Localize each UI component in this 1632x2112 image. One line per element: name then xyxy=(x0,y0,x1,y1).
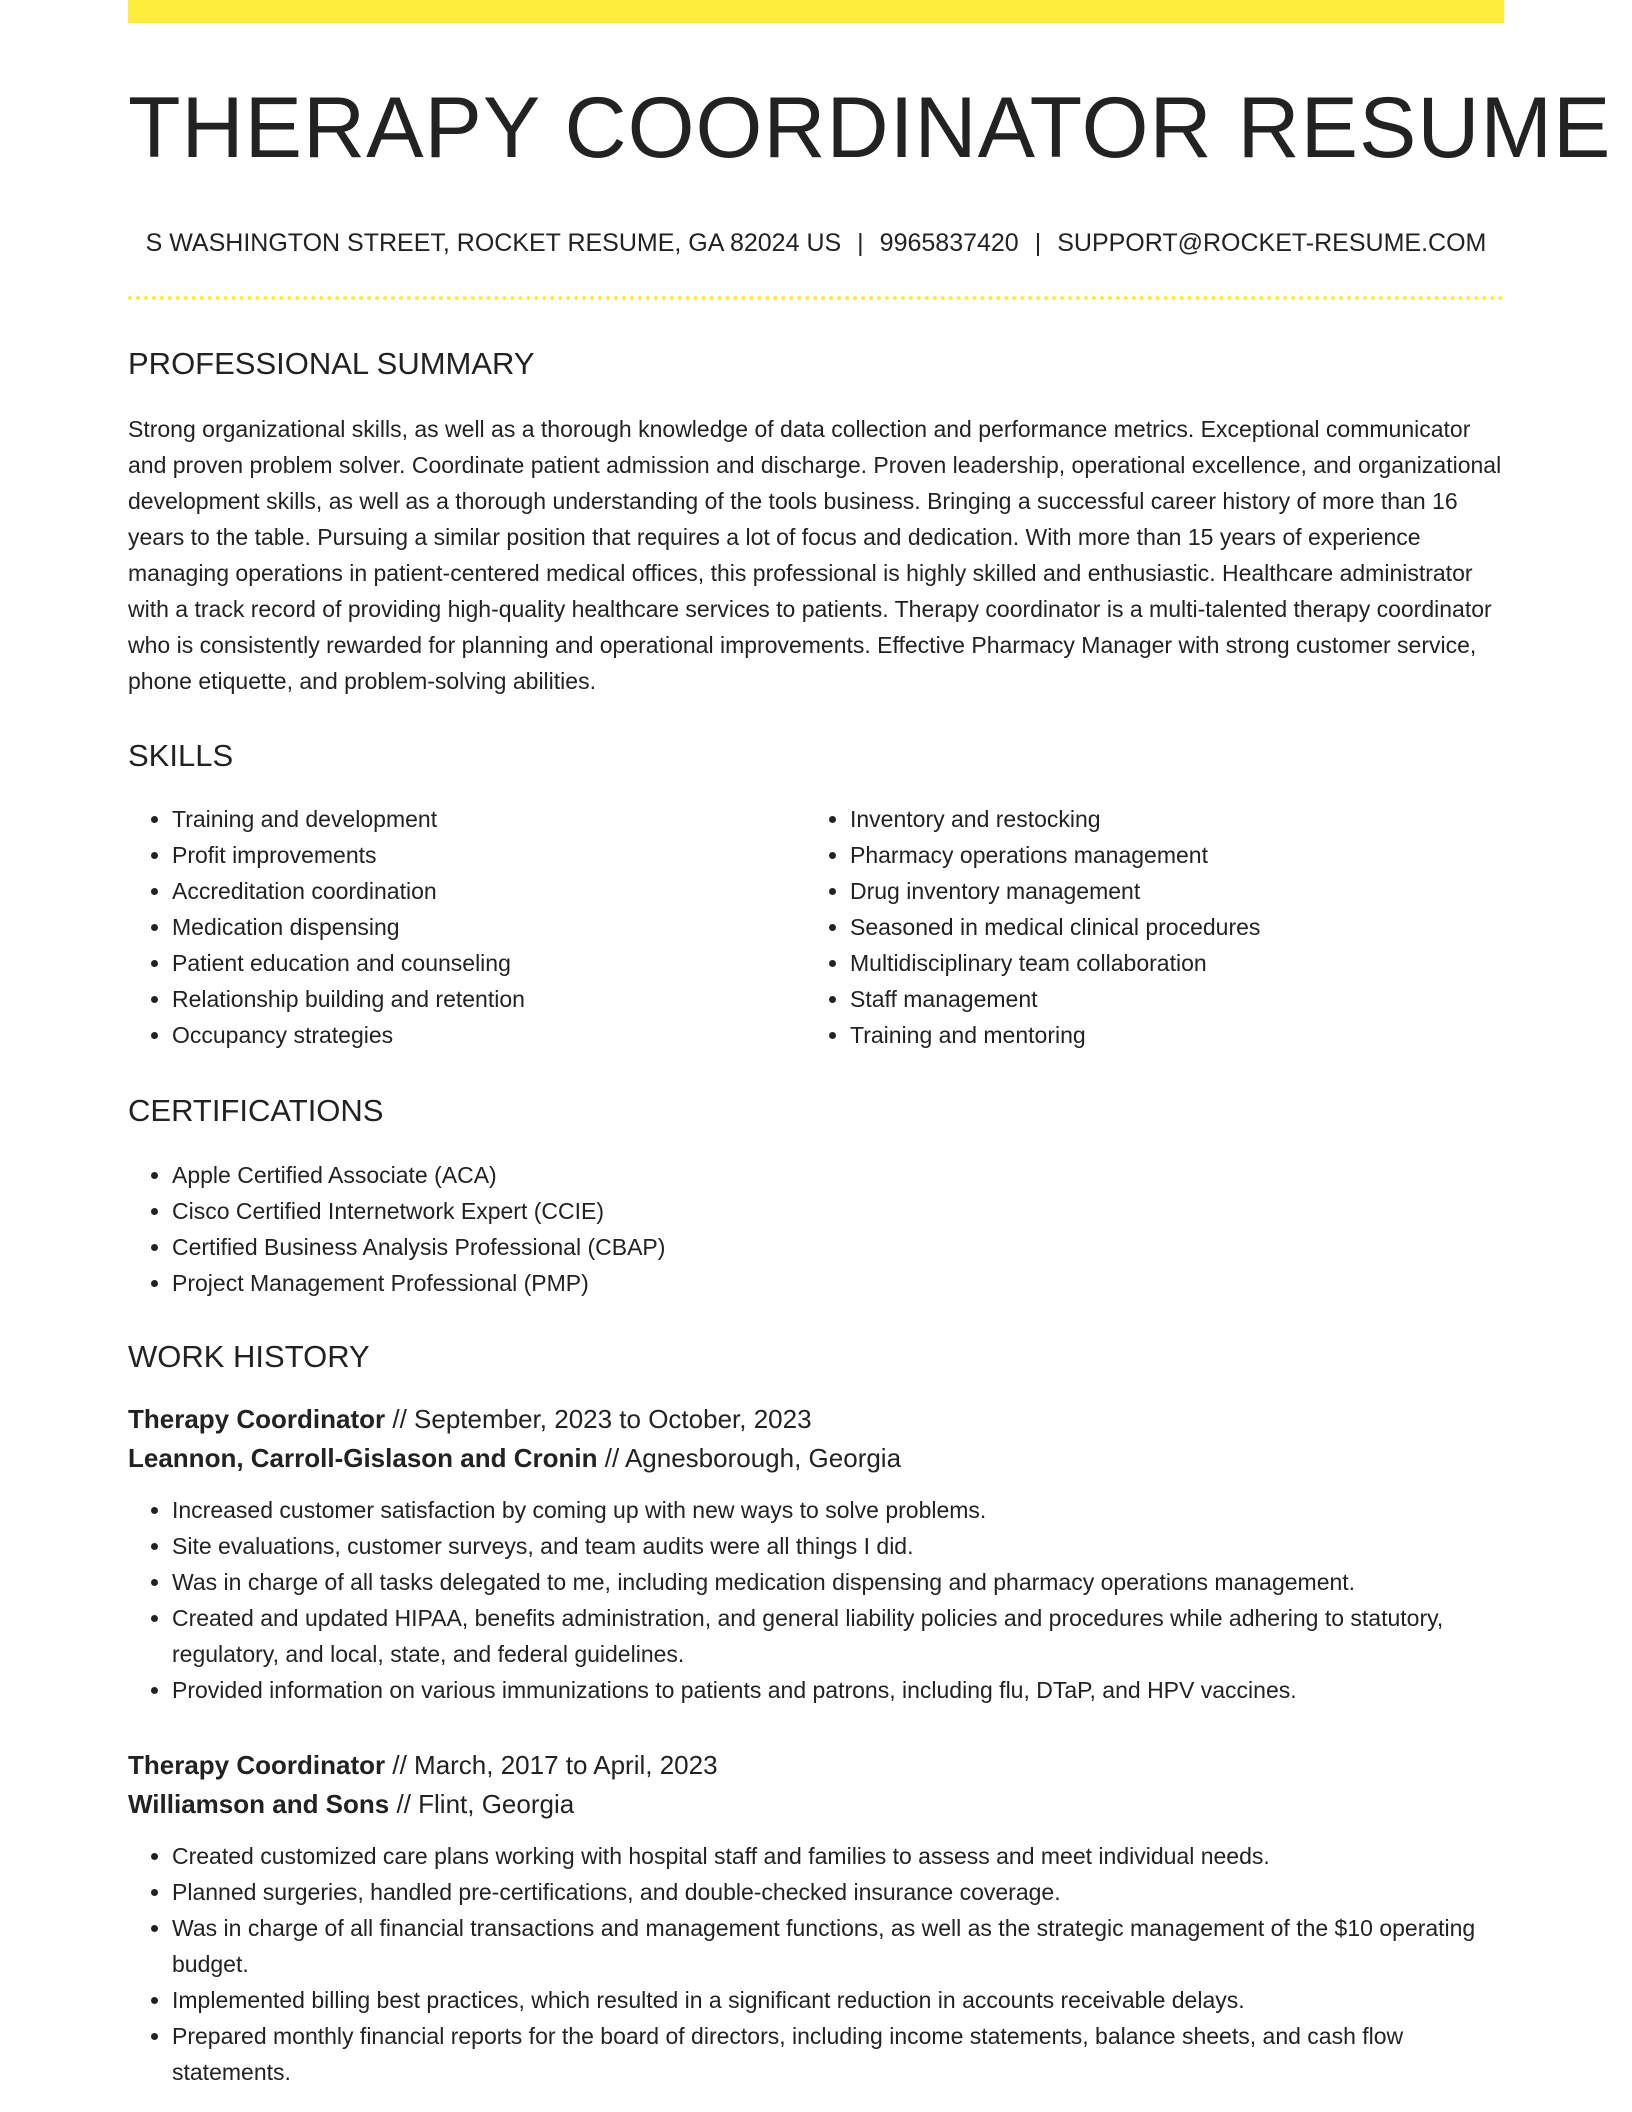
job-location: // Flint, Georgia xyxy=(389,1789,575,1819)
certification-item: • Cisco Certified Internetwork Expert (CCIE) xyxy=(172,1193,1504,1229)
job-company: Williamson and Sons xyxy=(128,1789,390,1819)
job-entry xyxy=(128,1400,1504,1708)
job-duty-item: • Created and updated HIPAA, benefits administration, and general liability policies and procedures while adhering to statutory, regulatory, and local, state, and federal guidelines. xyxy=(172,1600,1504,1672)
skills-column-left xyxy=(128,801,806,1053)
job-duty-item: • Prepared monthly financial reports for the board of directors, including income statements, balance sheets, and cash flow statements. xyxy=(172,2018,1504,2090)
job-duties-list xyxy=(128,1838,1504,2090)
work-history-heading: WORK HISTORY xyxy=(128,1339,370,1374)
job-dates: // March, 2017 to April, 2023 xyxy=(385,1750,718,1780)
job-duty-item: • Created customized care plans working with hospital staff and families to assess and meet individual needs. xyxy=(172,1838,1504,1874)
certifications-heading: CERTIFICATIONS xyxy=(128,1093,384,1128)
skills-columns xyxy=(128,801,1504,1053)
skills-section xyxy=(128,740,1504,1053)
job-duty-item: • Was in charge of all tasks delegated to me, including medication dispensing and pharmacy operations management. xyxy=(172,1564,1504,1600)
skills-heading: SKILLS xyxy=(128,738,234,773)
skill-item: • Training and mentoring xyxy=(850,1017,1484,1053)
job-role: Therapy Coordinator xyxy=(128,1750,386,1780)
job-company-line xyxy=(128,1439,1504,1478)
summary-section xyxy=(128,348,1504,699)
job-entry xyxy=(128,1746,1504,2090)
summary-heading: PROFESSIONAL SUMMARY xyxy=(128,346,535,381)
certification-item: • Certified Business Analysis Professional (CBAP) xyxy=(172,1229,1504,1265)
certification-item: • Project Management Professional (PMP) xyxy=(172,1265,1504,1301)
job-duty-item: • Planned surgeries, handled pre-certifications, and double-checked insurance coverage. xyxy=(172,1874,1504,1910)
contact-separator: | xyxy=(857,229,864,257)
certifications-list xyxy=(128,1157,1504,1301)
skill-item: • Inventory and restocking xyxy=(850,801,1484,837)
contact-line xyxy=(128,231,1504,256)
contact-email: SUPPORT@ROCKET-RESUME.COM xyxy=(1057,229,1487,257)
job-duty-item: • Increased customer satisfaction by coming up with new ways to solve problems. xyxy=(172,1492,1504,1528)
skill-item: • Profit improvements xyxy=(172,837,806,873)
job-duty-item: • Implemented billing best practices, which resulted in a significant reduction in accounts receivable delays. xyxy=(172,1982,1504,2018)
contact-address: S WASHINGTON STREET, ROCKET RESUME, GA 82024 US xyxy=(145,229,842,257)
summary-text: Strong organizational skills, as well as a thorough knowledge of data collection and performance metrics. Exceptional communicator and proven problem solver. Coordinate patient admission and discharge. Proven leadership, operational excellence, and organizational development skills, as well as a thorough understanding of the tools business. Bringing a successful career history of more than 16 years to the table. Pursuing a similar position that requires a lot of focus and dedication. With more than 15 years of experience managing operations in patient-centered medical offices, this professional is highly skilled and enthusiastic. Healthcare administrator with a track record of providing high-quality healthcare services to patients. Therapy coordinator is a multi-talented therapy coordinator who is consistently rewarded for planning and operational improvements. Effective Pharmacy Manager with strong customer service, phone etiquette, and problem-solving abilities. xyxy=(128,416,1502,694)
skill-item: • Medication dispensing xyxy=(172,909,806,945)
skill-item: • Pharmacy operations management xyxy=(850,837,1484,873)
job-role: Therapy Coordinator xyxy=(128,1404,386,1434)
job-company: Leannon, Carroll-Gislason and Cronin xyxy=(128,1443,598,1473)
top-accent-bar xyxy=(128,0,1504,23)
contact-phone: 9965837420 xyxy=(879,229,1019,257)
skill-item: • Accreditation coordination xyxy=(172,873,806,909)
contact-separator: | xyxy=(1034,229,1042,257)
certifications-section xyxy=(128,1095,1504,1301)
job-company-line xyxy=(128,1785,1504,1824)
job-duty-item: • Provided information on various immunizations to patients and patrons, including flu, DTaP, and HPV vaccines. xyxy=(172,1672,1504,1708)
skill-item: • Drug inventory management xyxy=(850,873,1484,909)
certification-item: • Apple Certified Associate (ACA) xyxy=(172,1157,1504,1193)
skills-column-right xyxy=(806,801,1484,1053)
skills-list-right xyxy=(806,801,1484,1053)
skill-item: • Relationship building and retention xyxy=(172,981,806,1017)
skills-list-left xyxy=(128,801,806,1053)
skill-item: • Occupancy strategies xyxy=(172,1017,806,1053)
job-dates: // September, 2023 to October, 2023 xyxy=(385,1404,812,1434)
dotted-divider xyxy=(128,296,1504,300)
job-title-line xyxy=(128,1746,1504,1785)
skill-item: • Multidisciplinary team collaboration xyxy=(850,945,1484,981)
skill-item: • Staff management xyxy=(850,981,1484,1017)
skill-item: • Seasoned in medical clinical procedures xyxy=(850,909,1484,945)
job-title-line xyxy=(128,1400,1504,1439)
skill-item: • Patient education and counseling xyxy=(172,945,806,981)
job-duties-list xyxy=(128,1492,1504,1708)
resume-page xyxy=(128,0,1612,2090)
job-location: // Agnesborough, Georgia xyxy=(597,1443,902,1473)
job-duty-item: • Was in charge of all financial transactions and management functions, as well as the strategic management of the $10 operating budget. xyxy=(172,1910,1504,1982)
skill-item: • Training and development xyxy=(172,801,806,837)
job-duty-item: • Site evaluations, customer surveys, and team audits were all things I did. xyxy=(172,1528,1504,1564)
resume-title: THERAPY COORDINATOR RESUME xyxy=(128,80,1612,176)
work-history-section xyxy=(128,1341,1504,2090)
